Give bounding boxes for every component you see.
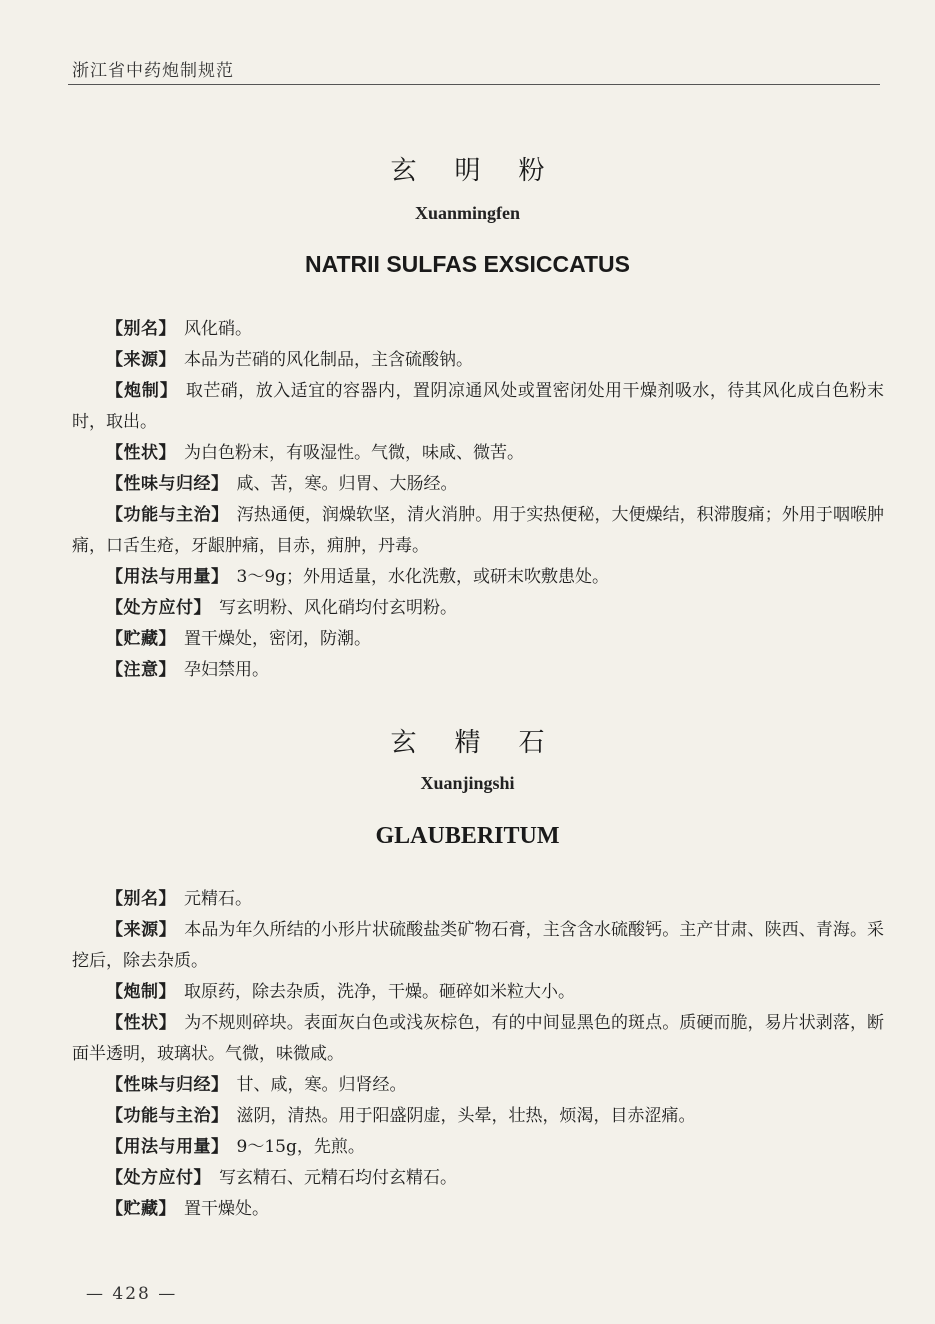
field-alias: 【别名】 风化硝。 [106, 319, 252, 339]
field-dosage: 【用法与用量】 9～15g，先煎。 [106, 1137, 365, 1157]
entry-latin-name: NATRII SULFAS EXSICCATUS [305, 251, 630, 277]
field-caution: 【注意】 孕妇禁用。 [106, 660, 269, 680]
field-source: 【来源】 本品为年久所结的小形片状硫酸盐类矿物石膏，主含含水硫酸钙。主产甘肃、陕西、青海。采挖后，除去杂质。 [72, 920, 885, 971]
entry-title: 玄明粉 [390, 156, 583, 186]
entry-fields [72, 314, 884, 686]
field-description: 【性状】 为白色粉末，有吸湿性。气微，味咸、微苦。 [106, 443, 524, 463]
entry-fields [72, 884, 884, 1225]
field-function-indication: 【功能与主治】 滋阴，清热。用于阳盛阴虚，头晕，壮热，烦渴，目赤涩痛。 [106, 1106, 696, 1126]
entry-latin-name: GLAUBERITUM [375, 823, 560, 849]
entry-pinyin: Xuanjingshi [420, 773, 515, 793]
entry-pinyin: Xuanmingfen [414, 203, 521, 223]
field-nature-meridian: 【性味与归经】 咸、苦，寒。归胃、大肠经。 [106, 474, 458, 494]
running-title: 浙江省中药炮制规范 [72, 61, 234, 81]
field-prescription: 【处方应付】 写玄明粉、风化硝均付玄明粉。 [106, 598, 457, 618]
field-source: 【来源】 本品为芒硝的风化制品，主含硫酸钠。 [106, 350, 473, 370]
header-rule [68, 84, 880, 85]
field-nature-meridian: 【性味与归经】 甘、咸，寒。归肾经。 [106, 1075, 407, 1095]
field-dosage: 【用法与用量】 3～9g；外用适量，水化洗敷，或研末吹敷患处。 [106, 567, 610, 587]
field-alias: 【别名】 元精石。 [106, 889, 252, 909]
entry-title: 玄精石 [390, 728, 583, 758]
page-number: — 428 — [86, 1284, 178, 1304]
field-function-indication: 【功能与主治】 泻热通便，润燥软坚，清火消肿。用于实热便秘，大便燥结，积滞腹痛；外用于咽喉肿痛，口舌生疮，牙龈肿痛，目赤，痈肿，丹毒。 [72, 505, 885, 556]
field-storage: 【贮藏】 置干燥处。 [106, 1199, 269, 1219]
field-description: 【性状】 为不规则碎块。表面灰白色或浅灰棕色，有的中间显黑色的斑点。质硬而脆，易片状剥落，断面半透明，玻璃状。气微，味微咸。 [72, 1013, 885, 1064]
field-processing: 【炮制】 取原药，除去杂质，洗净，干燥。砸碎如米粒大小。 [106, 982, 575, 1002]
field-storage: 【贮藏】 置干燥处，密闭，防潮。 [106, 629, 371, 649]
field-prescription: 【处方应付】 写玄精石、元精石均付玄精石。 [106, 1168, 457, 1188]
field-processing: 【炮制】 取芒硝，放入适宜的容器内，置阴凉通风处或置密闭处用干燥剂吸水，待其风化成白色粉末时，取出。 [72, 381, 885, 432]
